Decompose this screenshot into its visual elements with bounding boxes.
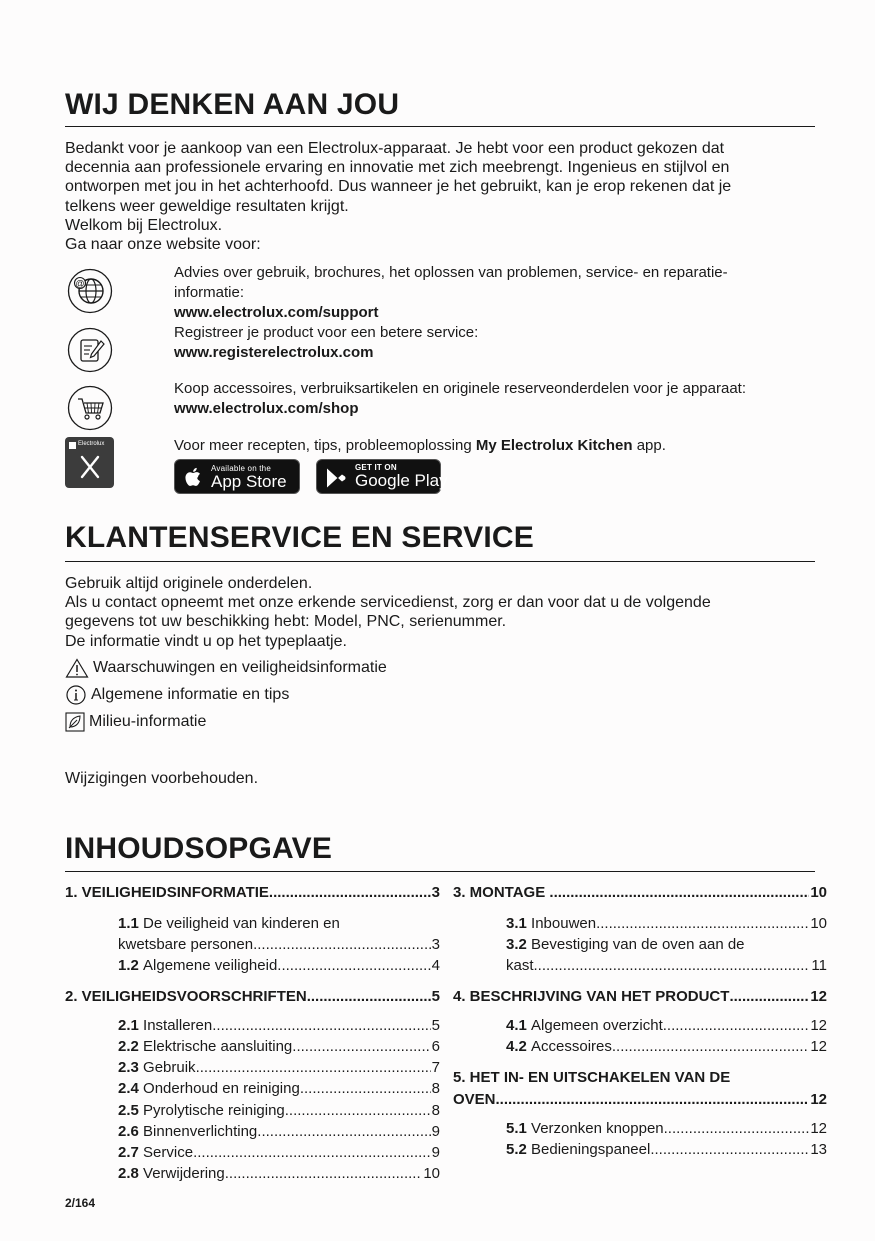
- toc-section-3-1[interactable]: [506, 913, 827, 934]
- toc-chapter-label: 1. VEILIGHEIDSINFORMATIE: [65, 884, 269, 901]
- toc-num: 3.1: [506, 915, 527, 932]
- toc-section-1-1-cont[interactable]: [118, 934, 440, 955]
- intro-line: Bedankt voor je aankoop van een Electrolux-apparaat. Je hebt voor een product gekozen dat: [65, 140, 725, 157]
- title-rule: [65, 561, 815, 562]
- intro-line: Ga naar onze website voor:: [65, 236, 261, 254]
- apple-icon: [185, 466, 203, 488]
- toc-chapter-5[interactable]: [453, 1069, 827, 1086]
- toc-sub-label: Service: [143, 1144, 194, 1161]
- toc-sub-label: Binnenverlichting: [143, 1123, 258, 1140]
- svg-text:@: @: [75, 278, 85, 289]
- toc-sub-label: Onderhoud en reiniging: [143, 1080, 300, 1097]
- toc-page: 9: [431, 1123, 440, 1140]
- toc-section-2-5[interactable]: [118, 1100, 440, 1121]
- toc-num: 2.2: [118, 1038, 139, 1055]
- toc-chapter-2[interactable]: [65, 988, 440, 1005]
- toc-page: 12: [810, 988, 827, 1005]
- toc-page: 12: [810, 1038, 827, 1055]
- app-icon-label: Electrolux: [78, 441, 105, 447]
- toc-sub-label: kast: [506, 957, 534, 974]
- title-rule: [65, 126, 815, 127]
- service-line: Als u contact opneemt met onze erkende servicedienst, zorg er dan voor dat u de volgende: [65, 594, 711, 612]
- toc-sub-label: De veiligheid van kinderen en: [143, 915, 340, 932]
- toc-page: 5: [431, 1017, 440, 1034]
- toc-section-2-7[interactable]: [118, 1142, 440, 1163]
- register-pencil-icon: [67, 327, 113, 373]
- toc-num: 5.2: [506, 1141, 527, 1158]
- toc-chapter-label: 3. MONTAGE: [453, 884, 546, 901]
- changes-note: Wijzigingen voorbehouden.: [65, 770, 259, 787]
- legend-warning-label: Waarschuwingen en veiligheidsinformatie: [93, 659, 387, 676]
- toc-chapter-label: 4. BESCHRIJVING VAN HET PRODUCT: [453, 988, 730, 1005]
- toc-num: 2.8: [118, 1165, 139, 1182]
- toc-num: 1.1: [118, 915, 139, 932]
- legend-info: [65, 685, 289, 705]
- toc-num: 5.1: [506, 1120, 527, 1137]
- toc-num: 2.4: [118, 1080, 139, 1097]
- toc-section-4-1[interactable]: [506, 1015, 827, 1036]
- toc-chapter-3[interactable]: [453, 884, 827, 901]
- toc-num: 4.1: [506, 1017, 527, 1034]
- kitchen-app-name: My Electrolux Kitchen: [475, 437, 633, 454]
- toc-page: 10: [423, 1165, 440, 1182]
- toc-section-1-1[interactable]: [118, 913, 440, 934]
- shop-link-block: [174, 379, 746, 419]
- toc-section-2-3[interactable]: [118, 1057, 440, 1078]
- toc-num: 2.6: [118, 1123, 139, 1140]
- toc-section-3-2-cont[interactable]: [506, 955, 827, 976]
- support-link-block: [174, 263, 728, 323]
- toc-chapter-4[interactable]: [453, 988, 827, 1005]
- toc-page: 8: [431, 1080, 440, 1097]
- google-play-icon: [326, 467, 346, 489]
- toc-sub-label: Accessoires: [531, 1038, 612, 1055]
- toc-page: 12: [810, 1091, 827, 1108]
- toc-sub-label: Elektrische aansluiting: [143, 1038, 293, 1055]
- section-title-klantenservice: KLANTENSERVICE EN SERVICE: [65, 521, 534, 554]
- support-text: Advies over gebruik, brochures, het oplossen van problemen, service- en reparatie-: [174, 264, 728, 281]
- toc-num: 2.5: [118, 1102, 139, 1119]
- toc-section-5-1[interactable]: [506, 1118, 827, 1139]
- toc-section-2-4[interactable]: [118, 1078, 440, 1099]
- toc-sub-label: Bevestiging van de oven aan de: [531, 936, 745, 953]
- toc-chapter-label: 5. HET IN- EN UITSCHAKELEN VAN DE: [453, 1069, 731, 1086]
- toc-page: 5: [431, 988, 440, 1005]
- toc-chapter-label: OVEN: [453, 1091, 496, 1108]
- app-store-button[interactable]: [174, 459, 300, 494]
- toc-num: 2.7: [118, 1144, 139, 1161]
- kitchen-text-before: Voor meer recepten, tips, probleemoplossing: [174, 437, 476, 454]
- shop-url-link[interactable]: www.electrolux.com/shop: [174, 400, 359, 417]
- leaf-icon: [65, 712, 85, 732]
- page-number: 2/164: [65, 1196, 96, 1210]
- toc-section-4-2[interactable]: [506, 1036, 827, 1057]
- toc-page: 10: [810, 884, 827, 901]
- globe-at-icon: [67, 268, 113, 314]
- toc-section-2-2[interactable]: [118, 1036, 440, 1057]
- register-link-block: [174, 323, 478, 363]
- toc-chapter-1[interactable]: [65, 884, 440, 901]
- toc-sub-label: Algemene veiligheid: [143, 957, 278, 974]
- intro-line: decennia aan professionele ervaring en innovatie met zich meebrengt. Ingenieus en stijlvol en: [65, 159, 730, 177]
- toc-page: 12: [810, 1120, 827, 1137]
- toc-page: 6: [431, 1038, 440, 1055]
- intro-line: ontworpen met jou in het achterhoofd. Dus wanneer je het gebruikt, kan je erop rekenen dat je: [65, 178, 732, 196]
- app-store-small-text: Available on the: [211, 464, 271, 473]
- toc-sub-label: Verwijdering: [143, 1165, 225, 1182]
- toc-section-1-2[interactable]: [118, 955, 440, 976]
- toc-chapter-label: 2. VEILIGHEIDSVOORSCHRIFTEN: [65, 988, 307, 1005]
- toc-num: 3.2: [506, 936, 527, 953]
- toc-section-2-1[interactable]: [118, 1015, 440, 1036]
- toc-section-2-6[interactable]: [118, 1121, 440, 1142]
- toc-sub-label: Algemeen overzicht: [531, 1017, 663, 1034]
- toc-page: 13: [810, 1141, 827, 1158]
- toc-page: 10: [810, 915, 827, 932]
- electrolux-kitchen-app-icon: [65, 437, 114, 488]
- warning-triangle-icon: [65, 658, 89, 678]
- title-rule: [65, 871, 815, 872]
- toc-num: 4.2: [506, 1038, 527, 1055]
- google-play-button[interactable]: [316, 459, 448, 494]
- toc-section-2-8[interactable]: [118, 1163, 440, 1184]
- toc-sub-label: kwetsbare personen: [118, 936, 254, 953]
- toc-page: 3: [431, 884, 440, 901]
- support-text: informatie:: [174, 284, 245, 301]
- legend-warning: [65, 658, 387, 678]
- service-line: De informatie vindt u op het typeplaatje.: [65, 632, 347, 650]
- toc-page: 9: [431, 1144, 440, 1161]
- google-play-small-text: GET IT ON: [355, 463, 397, 472]
- legend-environment: [65, 712, 206, 732]
- shop-text: Koop accessoires, verbruiksartikelen en originele reserveonderdelen voor je apparaat:: [174, 380, 746, 397]
- info-circle-icon: [65, 685, 87, 705]
- toc-page: 11: [811, 957, 827, 974]
- toc-sub-label: Verzonken knoppen: [531, 1120, 664, 1137]
- service-line: Gebruik altijd originele onderdelen.: [65, 575, 313, 592]
- service-paragraph: [65, 574, 815, 651]
- kitchen-app-text: [174, 436, 666, 456]
- intro-line: Welkom bij Electrolux.: [65, 216, 223, 234]
- toc-page: 4: [431, 957, 440, 974]
- intro-line: telkens weer geweldige resultaten krijgt.: [65, 197, 349, 215]
- legend-environment-label: Milieu-informatie: [89, 713, 207, 730]
- kitchen-text-after: app.: [632, 437, 666, 454]
- legend-info-label: Algemene informatie en tips: [91, 686, 290, 703]
- service-line: gegevens tot uw beschikking hebt: Model, PNC, serienummer.: [65, 613, 507, 631]
- intro-paragraph: [65, 139, 815, 254]
- toc-section-5-2[interactable]: [506, 1139, 827, 1160]
- toc-num: 1.2: [118, 957, 139, 974]
- toc-section-3-2[interactable]: [506, 934, 827, 955]
- support-url-link[interactable]: www.electrolux.com/support: [174, 304, 379, 321]
- toc-num: 2.3: [118, 1059, 139, 1076]
- section-title-inhoudsopgave: INHOUDSOPGAVE: [65, 832, 333, 865]
- toc-page: 3: [431, 936, 440, 953]
- register-url-link[interactable]: www.registerelectrolux.com: [174, 344, 374, 361]
- shopping-cart-icon: [67, 385, 113, 431]
- toc-page: 12: [810, 1017, 827, 1034]
- toc-sub-label: Pyrolytische reiniging: [143, 1102, 285, 1119]
- section-title-wij-denken: WIJ DENKEN AAN JOU: [65, 88, 400, 121]
- google-play-big-text: Google Play: [355, 471, 448, 490]
- toc-chapter-5-cont[interactable]: [453, 1091, 827, 1108]
- toc-sub-label: Installeren: [143, 1017, 213, 1034]
- toc-sub-label: Gebruik: [143, 1059, 196, 1076]
- toc-num: 2.1: [118, 1017, 139, 1034]
- app-store-big-text: App Store: [211, 472, 287, 491]
- toc-sub-label: Inbouwen: [531, 915, 597, 932]
- register-text: Registreer je product voor een betere service:: [174, 324, 479, 341]
- toc-page: 7: [431, 1059, 440, 1076]
- toc-page: 8: [431, 1102, 440, 1119]
- toc-sub-label: Bedieningspaneel: [531, 1141, 651, 1158]
